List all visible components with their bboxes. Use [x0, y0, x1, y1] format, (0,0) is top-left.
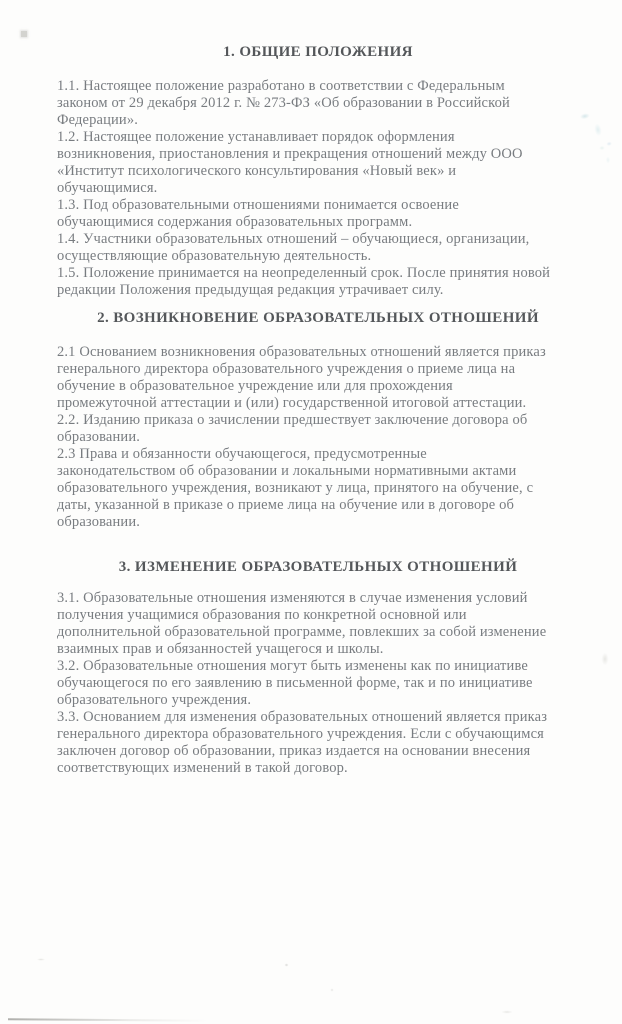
section-change-of-educational-relations — [57, 559, 579, 777]
text-line: законом от 29 декабря 2012 г. № 273-ФЗ «Об образовании в Российской — [57, 95, 510, 111]
scan-smudge-icon — [598, 648, 612, 670]
text-line: 3.2. Образовательные отношения могут быть изменены как по инициативе — [57, 658, 528, 674]
text-line: получения учащимися образования по конкретной основной или — [57, 607, 467, 623]
text-line: 1.4. Участники образовательных отношений – обучающиеся, организации, — [57, 231, 530, 247]
text-line: осуществляющие образовательную деятельность. — [57, 248, 372, 264]
section-heading: 2. ВОЗНИКНОВЕНИЕ ОБРАЗОВАТЕЛЬНЫХ ОТНОШЕНИЙ — [97, 310, 539, 326]
text-line: генерального директора образовательного учреждения. Если с обучающимся — [57, 726, 544, 742]
text-line: 2.1 Основанием возникновения образовательных отношений является приказ — [57, 344, 546, 360]
text-line: 1.3. Под образовательными отношениями понимается освоение — [57, 197, 459, 213]
scan-edge-line — [8, 1018, 208, 1021]
text-line: образовательного учреждения. — [57, 692, 252, 708]
section-emergence-of-educational-relations — [57, 310, 579, 531]
text-line: 2.3 Права и обязанности обучающегося, предусмотренные — [57, 446, 427, 462]
ink-smudge-icon — [575, 101, 619, 159]
text-line: соответствующих изменений в такой договор. — [57, 760, 348, 776]
text-line: образовании. — [57, 514, 141, 530]
text-line: 3.1. Образовательные отношения изменяются в случае изменения условий — [57, 590, 528, 606]
text-line: образовательного учреждения, возникают у лица, принятого на обучение, с — [57, 480, 534, 496]
section-heading: 1. ОБЩИЕ ПОЛОЖЕНИЯ — [223, 44, 413, 60]
scan-speck-icon — [21, 31, 27, 37]
section-body — [57, 590, 579, 777]
text-line: обучающимися. — [57, 180, 158, 196]
text-line: 3.3. Основанием для изменения образовательных отношений является приказ — [57, 709, 548, 725]
scan-speck-icon — [500, 1010, 514, 1014]
text-line: генерального директора образовательного учреждения о приеме лица на — [57, 361, 516, 377]
section-body — [57, 78, 579, 299]
text-line: 2.2. Изданию приказа о зачислении предшествует заключение договора об — [57, 412, 528, 428]
text-line: обучающимися содержания образовательных программ. — [57, 214, 413, 230]
scan-speck-icon — [330, 988, 334, 992]
text-line: образовании. — [57, 429, 141, 445]
section-general-provisions — [57, 44, 579, 299]
text-line: 1.1. Настоящее положение разработано в соответствии с Федеральным — [57, 78, 505, 94]
text-line: даты, указанной в приказе о приеме лица на обучение или в договоре об — [57, 497, 515, 513]
document-content — [57, 44, 579, 777]
text-line: редакции Положения предыдущая редакция утрачивает силу. — [57, 282, 444, 298]
section-heading: 3. ИЗМЕНЕНИЕ ОБРАЗОВАТЕЛЬНЫХ ОТНОШЕНИЙ — [118, 559, 518, 575]
text-line: обучение в образовательное учреждение или для прохождения — [57, 378, 453, 394]
text-line: законодательством об образовании и локальными нормативными актами — [57, 463, 517, 479]
text-line: возникновения, приостановления и прекращения отношений между ООО — [57, 146, 523, 162]
text-line: заключен договор об образовании, приказ издается на основании внесения — [57, 743, 531, 759]
ink-smudge-icon — [596, 140, 616, 170]
text-line: Федерации». — [57, 112, 139, 128]
text-line: промежуточной аттестации и (или) государственной итоговой аттестации. — [57, 395, 527, 411]
section-body — [57, 344, 579, 531]
scan-speck-icon — [284, 963, 289, 967]
text-line: обучающегося по его заявлению в письменной форме, так и по инициативе — [57, 675, 533, 691]
scan-speck-icon — [36, 958, 46, 961]
text-line: 1.2. Настоящее положение устанавливает порядок оформления — [57, 129, 455, 145]
text-line: «Институт психологического консультирования «Новый век» и — [57, 163, 457, 179]
text-line: дополнительной образовательной программе, повлекших за собой изменение — [57, 624, 547, 640]
text-line: 1.5. Положение принимается на неопределенный срок. После принятия новой — [57, 265, 551, 281]
text-line: взаимных прав и обязанностей учащегося и школы. — [57, 641, 384, 657]
